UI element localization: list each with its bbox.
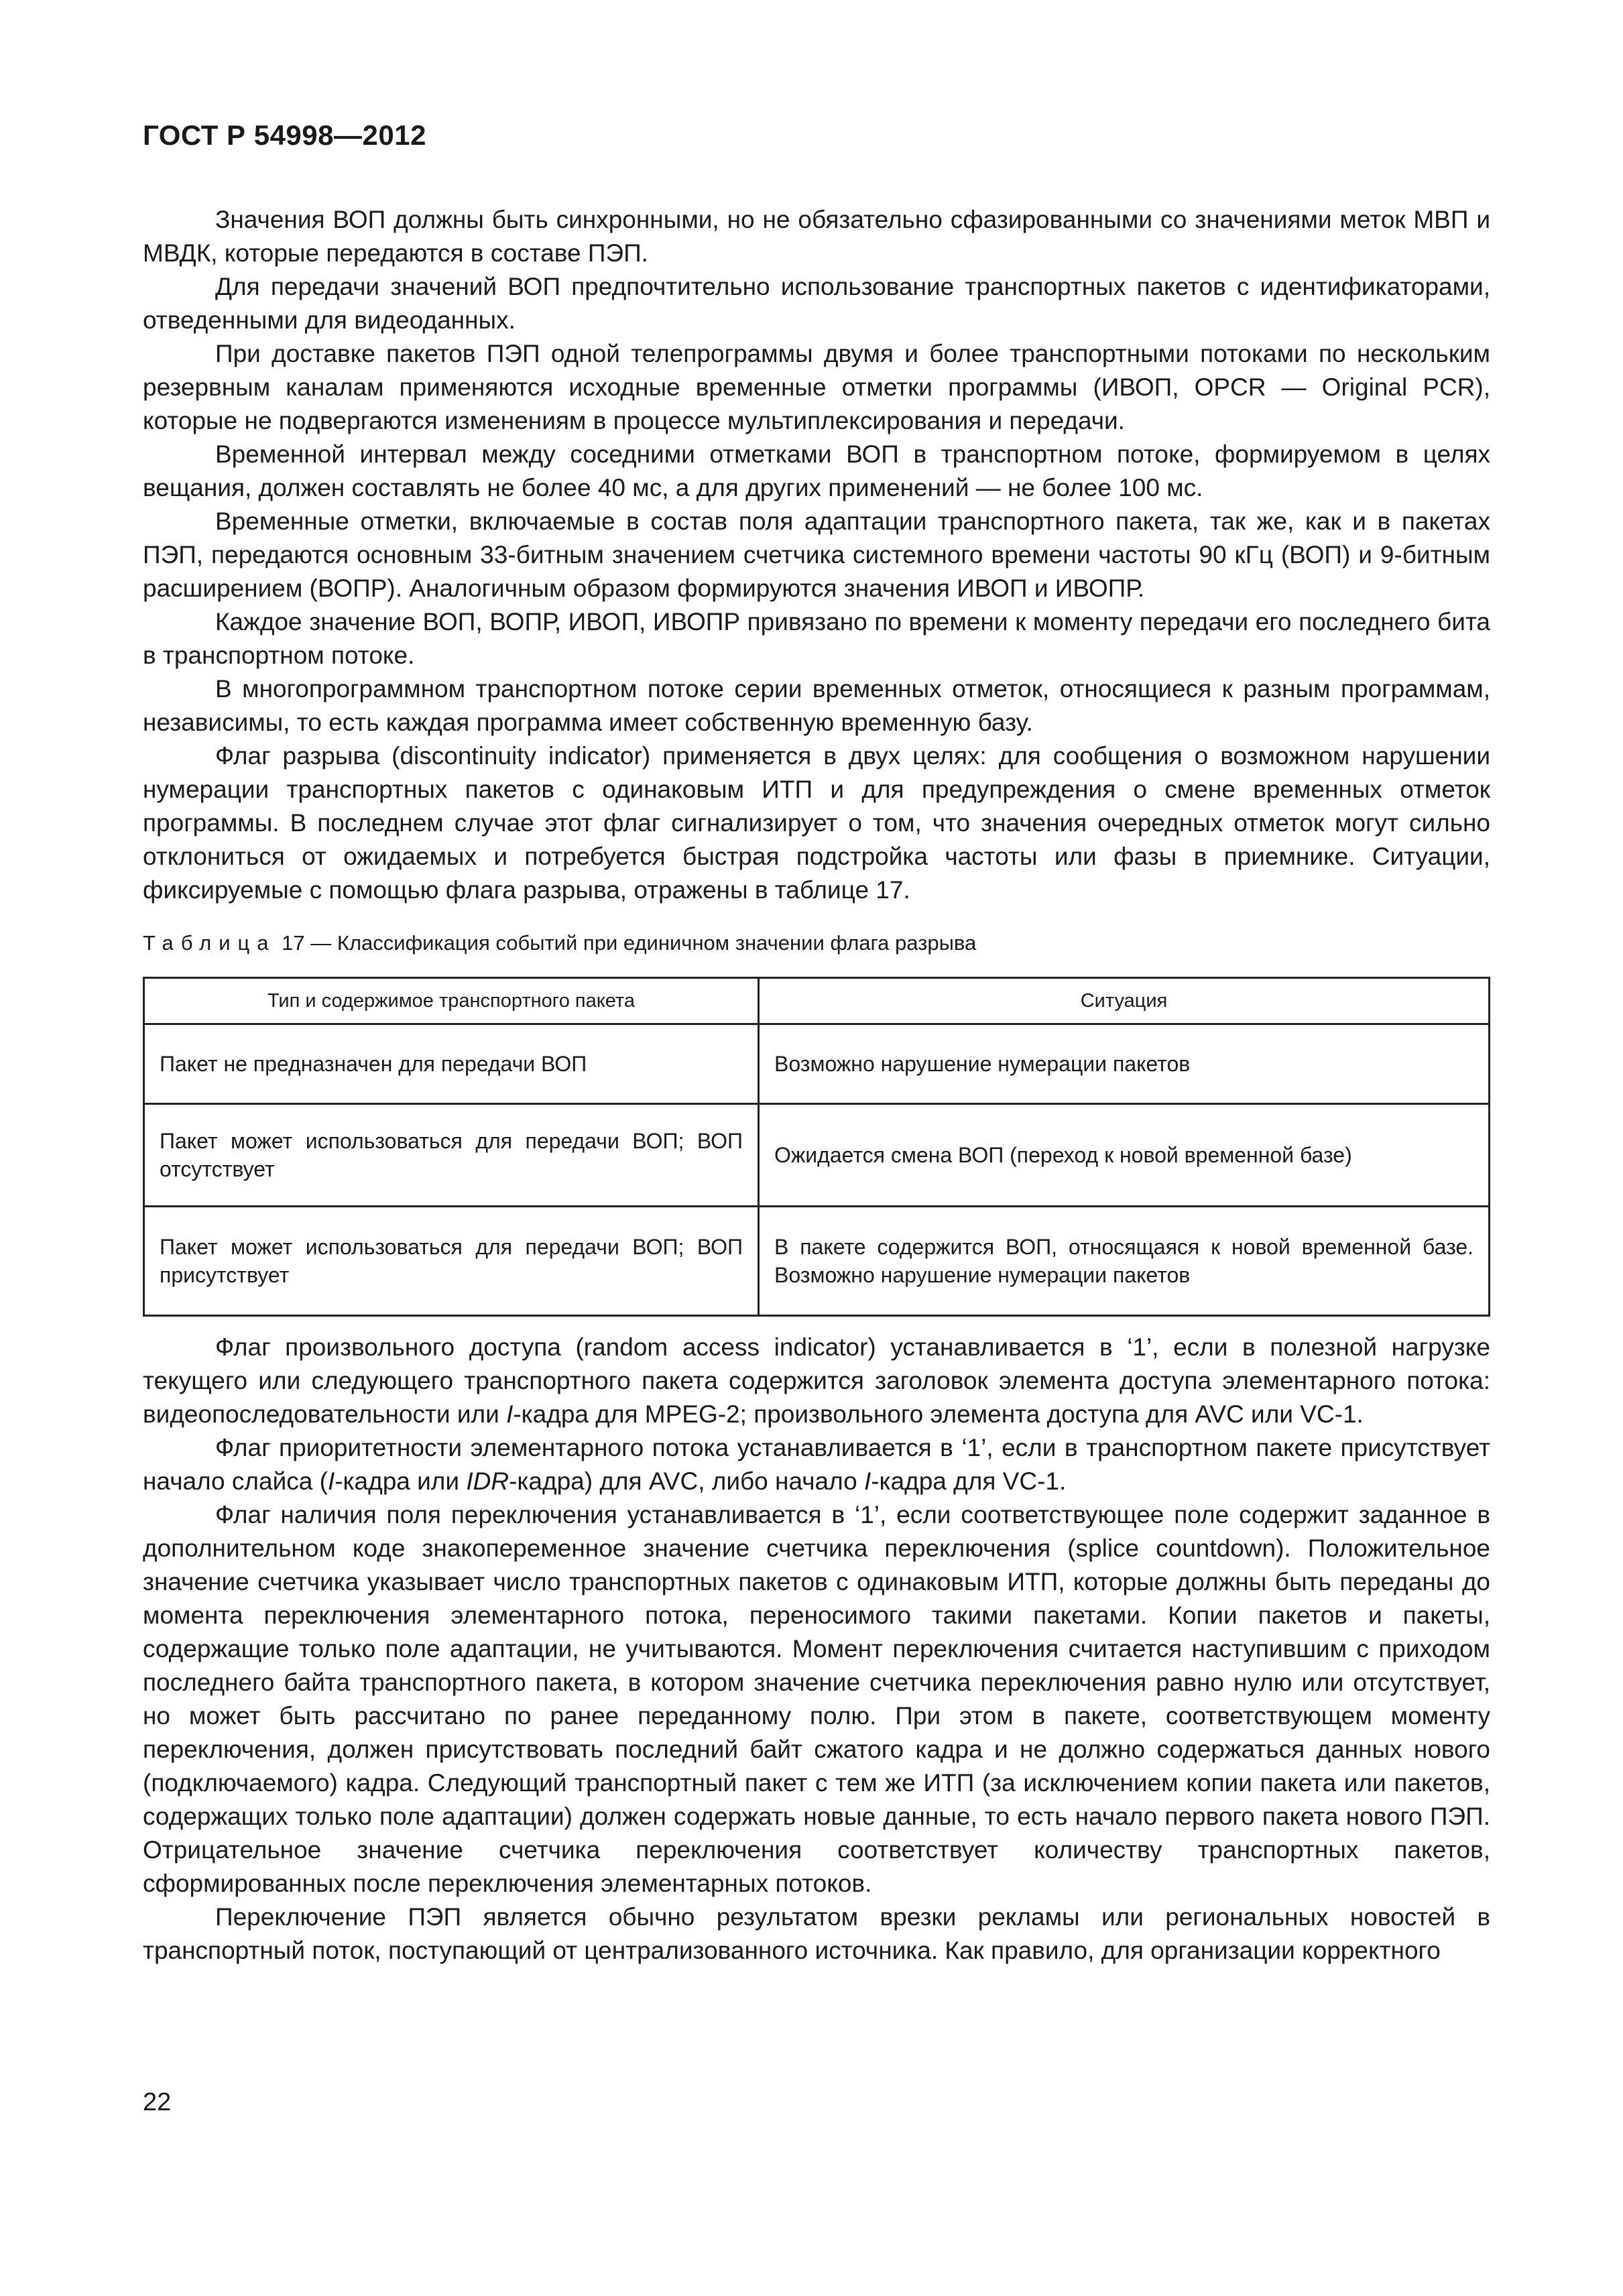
paragraph-pes-switch: Переключение ПЭП является обычно результатом врезки рекламы или региональных новостей в транспортный поток, поступающий от централизованного источника. Как правило, для организации корректного (143, 1903, 1490, 1964)
paragraph: Флаг разрыва (discontinuity indicator) применяется в двух целях: для сообщения о возможном нарушении нумерации транспортных пакетов с одинаковым ИТП и для предупреждения о смене временных отметок программы. В последнем случае этот флаг сигнализирует о том, что значения очередных отметок могут сильно отклониться от ожидаемых и потребуется быстрая подстройка частоты или фазы в приемнике. Ситуации, фиксируемые с помощью флага разрыва, отражены в таблице 17. (143, 742, 1490, 904)
paragraph: Временной интервал между соседними отметками ВОП в транспортном потоке, формируемом в целях вещания, должен составлять не более 40 мс, а для других применений — не более 100 мс. (143, 440, 1490, 501)
table-row (144, 1024, 1490, 1104)
column-header-packet-type: Тип и содержимое транспортного пакета (144, 978, 759, 1024)
cell-packet-type: Пакет может использоваться для передачи ВОП; ВОП отсутствует (144, 1104, 759, 1207)
paragraph-random-access: Флаг произвольного доступа (random access indicator) устанавливается в ‘1’, если в полезной нагрузке текущего или следующего транспортного пакета содержится заголовок элемента доступа элементарного потока: видеопоследовательности или I-кадра для MPEG-2; произвольного элемента доступа для AVC или VC-1. (143, 1333, 1490, 1428)
column-header-situation: Ситуация (759, 978, 1490, 1024)
cell-packet-type: Пакет не предназначен для передачи ВОП (144, 1024, 759, 1104)
paragraph-priority: Флаг приоритетности элементарного потока устанавливается в ‘1’, если в транспортном пакете присутствует начало слайса (I-кадра или IDR-кадра) для AVC, либо начало I-кадра для VC-1. (143, 1434, 1490, 1495)
paragraph: Значения ВОП должны быть синхронными, но не обязательно сфазированными со значениями меток МВП и МВДК, которые передаются в составе ПЭП. (143, 206, 1490, 267)
table-row (144, 1104, 1490, 1207)
paragraph: В многопрограммном транспортном потоке серии временных отметок, относящиеся к разным программам, независимы, то есть каждая программа имеет собственную временную базу. (143, 675, 1490, 736)
table-caption (143, 930, 976, 957)
paragraph: Для передачи значений ВОП предпочтительно использование транспортных пакетов с идентификаторами, отведенными для видеоданных. (143, 273, 1490, 334)
cell-packet-type: Пакет может использоваться для передачи ВОП; ВОП присутствует (144, 1207, 759, 1316)
paragraph: Каждое значение ВОП, ВОПР, ИВОП, ИВОПР привязано по времени к моменту передачи его последнего бита в транспортном потоке. (143, 608, 1490, 669)
cell-situation: В пакете содержится ВОП, относящаяся к новой временной базе. Возможно нарушение нумерации пакетов (759, 1207, 1490, 1316)
table-row (144, 1207, 1490, 1316)
paragraph: Временные отметки, включаемые в состав поля адаптации транспортного пакета, так же, как и в пакетах ПЭП, передаются основным 33-битным значением счетчика системного времени частоты 90 кГц (ВОП) и 9-битным расширением (ВОПР). Аналогичным образом формируются значения ИВОП и ИВОПР. (143, 507, 1490, 602)
document-code-header: ГОСТ Р 54998—2012 (143, 119, 426, 151)
table-caption-label: Таблица (143, 931, 276, 955)
paragraph-splice: Флаг наличия поля переключения устанавливается в ‘1’, если соответствующее поле содержит заданное в дополнительном коде знакопеременное значение счетчика переключения (splice countdown). Положительное значение счетчика указывает число транспортных пакетов с одинаковым ИТП, которые должны быть переданы до момента переключения элементарного потока, переносимого такими пакетами. Копии пакетов и пакеты, содержащие только поле адаптации, не учитываются. Момент переключения считается наступившим с приходом последнего байта транспортного пакета, в котором значение счетчика переключения равно нулю или отсутствует, но может быть рассчитано по ранее переданному полю. При этом в пакете, соответствующем моменту переключения, должен присутствовать последний байт сжатого кадра и не должно содержаться данных нового (подключаемого) кадра. Следующий транспортный пакет с тем же ИТП (за исключением копии пакета или пакетов, содержащих только поле адаптации) должен содержать новые данные, то есть начало первого пакета нового ПЭП. Отрицательное значение счетчика переключения соответствует количеству транспортных пакетов, сформированных после переключения элементарных потоков. (143, 1501, 1490, 1897)
table-caption-title: 17 — Классификация событий при единичном значении флага разрыва (276, 931, 977, 955)
table-header-row (144, 978, 1490, 1024)
paragraph: При доставке пакетов ПЭП одной телепрограммы двумя и более транспортными потоками по нескольким резервным каналам применяются исходные временные отметки программы (ИВОП, OPCR — Original PCR), которые не подвергаются изменениям в процессе мультиплексирования и передачи. (143, 340, 1490, 434)
body-text-top (143, 203, 1490, 907)
events-table (143, 977, 1490, 1317)
page-number: 22 (143, 2088, 172, 2116)
cell-situation: Возможно нарушение нумерации пакетов (759, 1024, 1490, 1104)
body-text-bottom (143, 1331, 1490, 1968)
cell-situation: Ожидается смена ВОП (переход к новой временной базе) (759, 1104, 1490, 1207)
